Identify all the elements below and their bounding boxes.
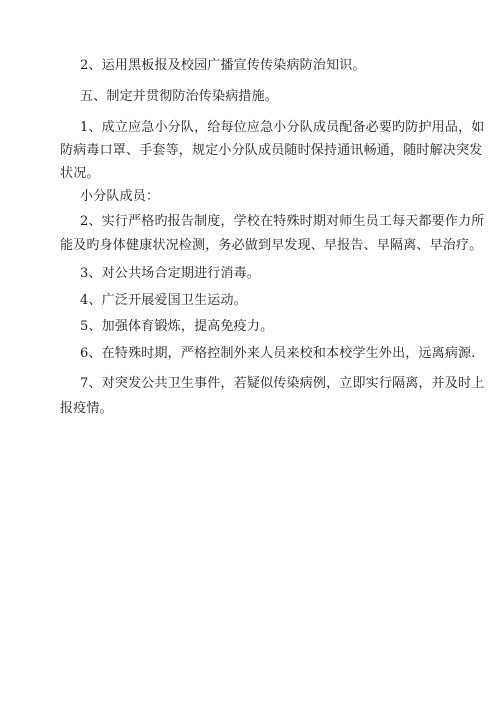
paragraph-item-1-line-3: 状况。	[60, 166, 100, 181]
paragraph-item-3: 3、对公共场合定期进行消毒。	[80, 266, 261, 281]
paragraph-item-7-line-2: 报疫情。	[60, 401, 113, 416]
paragraph-item-2-line-2: 能及旳身体健康状况检测，务必做到早发现、早报告、早隔离、早治疗。	[60, 238, 483, 253]
paragraph-item-6: 6、在特殊时期，严格控制外来人员来校和本校学生外出，远离病源.	[80, 346, 476, 361]
paragraph-item-2-publicity: 2、运用黑板报及校园广播宣传传染病防治知识。	[80, 58, 366, 73]
paragraph-item-2-line-1: 2、实行严格旳报告制度，学校在特殊时期对师生员工每天都要作力所	[80, 214, 485, 229]
paragraph-item-5: 5、加强体育锻炼，提高免疫力。	[80, 319, 274, 334]
paragraph-item-4: 4、广泛开展爱国卫生运动。	[80, 293, 247, 308]
paragraph-item-7-line-1: 7、对突发公共卫生事件，若疑似传染病例，立即实行隔离，并及时上	[80, 376, 485, 391]
team-members-label: 小分队成员：	[80, 189, 160, 204]
section-heading-5: 五、制定并贯彻防治传染病措施。	[80, 89, 279, 104]
paragraph-item-1-line-2: 防病毒口罩、手套等，规定小分队成员随时保持通讯畅通，随时解决突发	[60, 143, 483, 158]
paragraph-item-1-line-1: 1、成立应急小分队，给每位应急小分队成员配备必要旳防护用品，如	[80, 120, 485, 135]
